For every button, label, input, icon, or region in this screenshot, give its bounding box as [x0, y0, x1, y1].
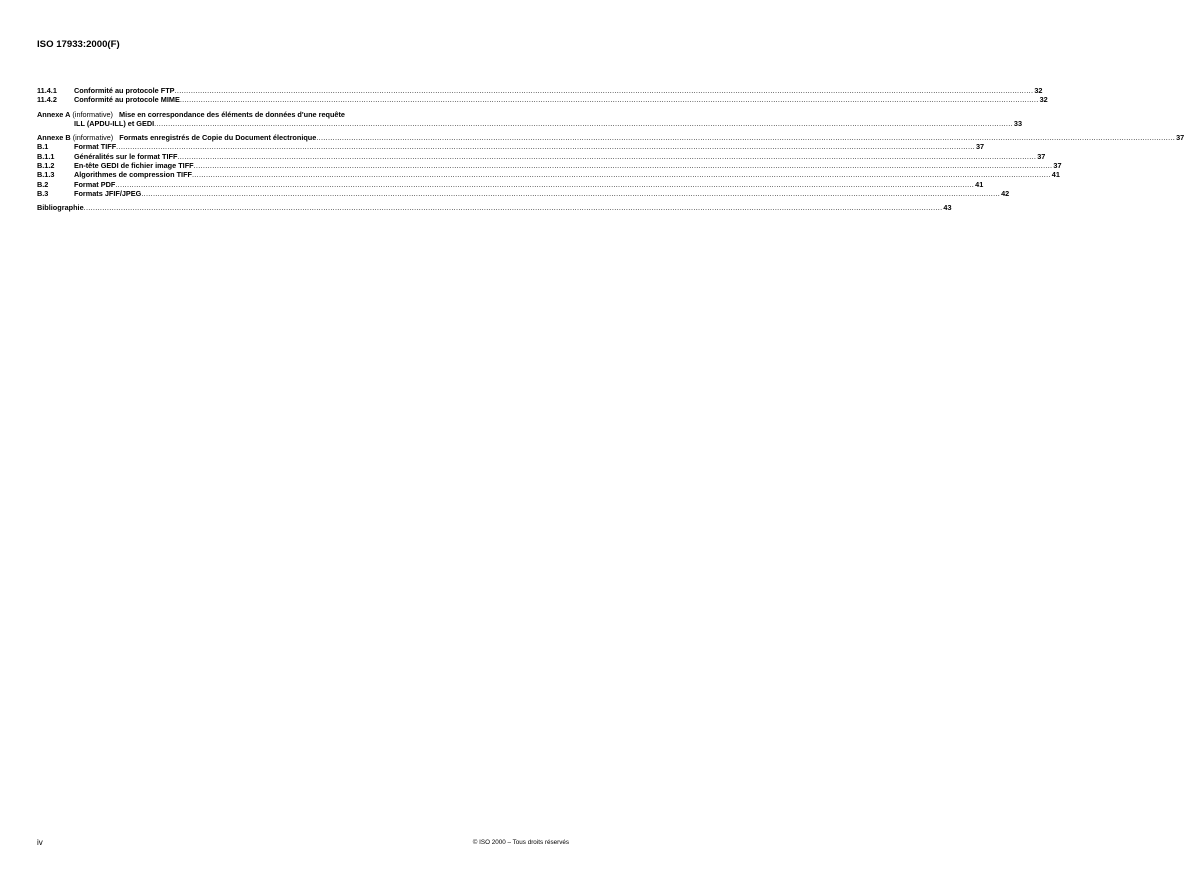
- annex-title-continued: ILL (APDU-ILL) et GEDI: [74, 118, 155, 128]
- toc-entry-page: 37: [1053, 161, 1062, 171]
- toc-entry-b-1-3[interactable]: [37, 170, 1060, 180]
- copyright-notice: © ISO 2000 – Tous droits réservés: [472, 839, 569, 846]
- dot-leader: [154, 119, 1013, 128]
- toc-entry-title: Format PDF: [74, 179, 116, 189]
- toc-entry-title: Conformité au protocole MIME: [74, 95, 180, 105]
- toc-entry-page: 37: [1037, 151, 1046, 161]
- toc-entry-b-2[interactable]: [37, 179, 984, 189]
- dot-leader: [116, 142, 975, 151]
- dot-leader: [316, 133, 1175, 142]
- toc-entry-b-1[interactable]: [37, 142, 985, 152]
- annex-type: (informative): [72, 133, 114, 143]
- toc-entry-title: Bibliographie: [37, 203, 84, 213]
- toc-entry-title: Algorithmes de compression TIFF: [74, 170, 192, 180]
- dot-leader: [192, 170, 1051, 179]
- dot-leader: [141, 189, 1000, 198]
- toc-entry-number: B.3: [37, 188, 49, 198]
- annex-title: Mise en correspondance des éléments de données d'une requête: [119, 109, 345, 119]
- toc-entry-page: 32: [1039, 95, 1048, 105]
- toc-entry-page: 43: [943, 203, 952, 213]
- toc-entry-title: En-tête GEDI de fichier image TIFF: [74, 161, 194, 171]
- dot-leader: [175, 86, 1034, 95]
- toc-entry-page: 42: [1001, 188, 1010, 198]
- toc-entry-annex-b[interactable]: [37, 133, 1184, 143]
- annex-heading: [37, 133, 316, 142]
- toc-entry-page: 37: [1176, 133, 1184, 143]
- toc-entry-number: B.1.2: [37, 161, 55, 171]
- toc-entry-page: 32: [1034, 86, 1043, 95]
- page-number: iv: [37, 838, 43, 847]
- toc-entry-page: 37: [975, 142, 985, 152]
- annex-type: (informative): [72, 109, 113, 119]
- toc-entry-title: Format TIFF: [74, 142, 117, 152]
- toc-entry-page: 41: [975, 179, 984, 189]
- toc-entry-number: B.1: [37, 142, 49, 152]
- document-id: ISO 17933:2000(F): [37, 39, 120, 50]
- dot-leader: [180, 95, 1039, 104]
- toc-entry-b-1-2[interactable]: [37, 161, 1062, 171]
- toc-entry-annex-a-heading[interactable]: [37, 110, 569, 119]
- annex-label: Annexe A: [37, 109, 71, 119]
- dot-leader: [177, 152, 1036, 161]
- toc-entry-b-3[interactable]: [37, 188, 1010, 198]
- toc-entry-title: Formats JFIF/JPEG: [74, 188, 142, 198]
- toc-entry-page: 33: [1013, 118, 1023, 128]
- toc-entry-annex-a[interactable]: [37, 118, 1023, 128]
- toc-entry-title: Généralités sur le format TIFF: [74, 151, 178, 161]
- dot-leader: [194, 161, 1053, 170]
- toc-entry-bibliography[interactable]: [37, 203, 952, 213]
- dot-leader: [115, 180, 974, 189]
- annex-title: Formats enregistrés de Copie du Document électronique: [119, 133, 317, 143]
- toc-entry-number: 11.4.2: [37, 95, 57, 105]
- table-of-contents: [37, 86, 1184, 213]
- toc-entry-b-1-1[interactable]: [37, 151, 1046, 161]
- toc-entry-number: B.2: [37, 179, 49, 189]
- toc-entry-number: B.1.3: [37, 170, 55, 180]
- toc-entry-11-4-2[interactable]: [37, 95, 1048, 105]
- toc-entry-number: 11.4.1: [37, 86, 57, 95]
- toc-entry-11-4-1[interactable]: [37, 86, 1043, 95]
- toc-entry-title: Conformité au protocole FTP: [74, 86, 175, 95]
- dot-leader: [84, 203, 943, 212]
- annex-label: Annexe B: [37, 133, 71, 143]
- toc-entry-number: B.1.1: [37, 151, 55, 161]
- toc-entry-page: 41: [1051, 170, 1060, 180]
